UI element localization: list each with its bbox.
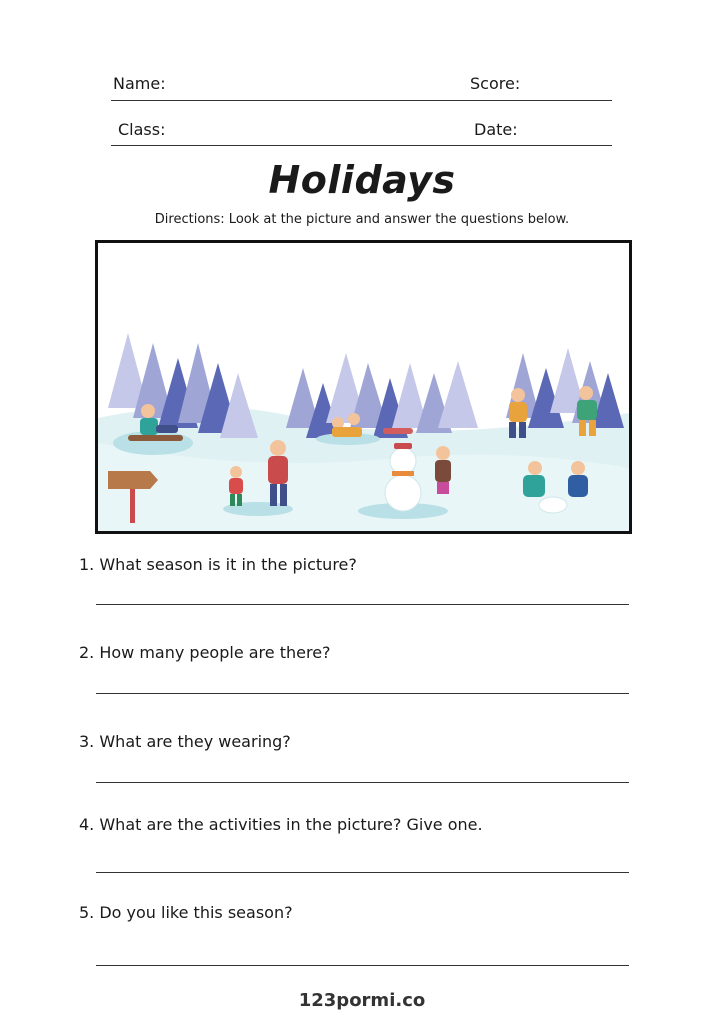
answer-line-5[interactable] (96, 965, 629, 966)
name-label: Name: (113, 74, 166, 93)
answer-line-1[interactable] (96, 604, 629, 605)
date-label: Date: (474, 120, 518, 139)
winter-scene-illustration (98, 243, 629, 531)
class-label: Class: (118, 120, 166, 139)
question-3: 3. What are they wearing? (79, 732, 291, 751)
answer-line-3[interactable] (96, 782, 629, 783)
answer-line-2[interactable] (96, 693, 629, 694)
pine-trees-middle (286, 353, 478, 438)
question-2: 2. How many people are there? (79, 643, 331, 662)
directions-text: Directions: Look at the picture and answer the questions below. (154, 212, 570, 227)
question-1: 1. What season is it in the picture? (79, 555, 357, 574)
name-score-line[interactable] (111, 100, 612, 101)
question-5: 5. Do you like this season? (79, 903, 293, 922)
answer-line-4[interactable] (96, 872, 629, 873)
score-label: Score: (470, 74, 521, 93)
question-4: 4. What are the activities in the picture? Give one. (79, 815, 483, 834)
class-date-line[interactable] (111, 145, 612, 146)
winter-scene-picture (95, 240, 632, 534)
footer-site-name: 123pormi.co (298, 990, 426, 1011)
page-title: Holidays (268, 158, 456, 202)
